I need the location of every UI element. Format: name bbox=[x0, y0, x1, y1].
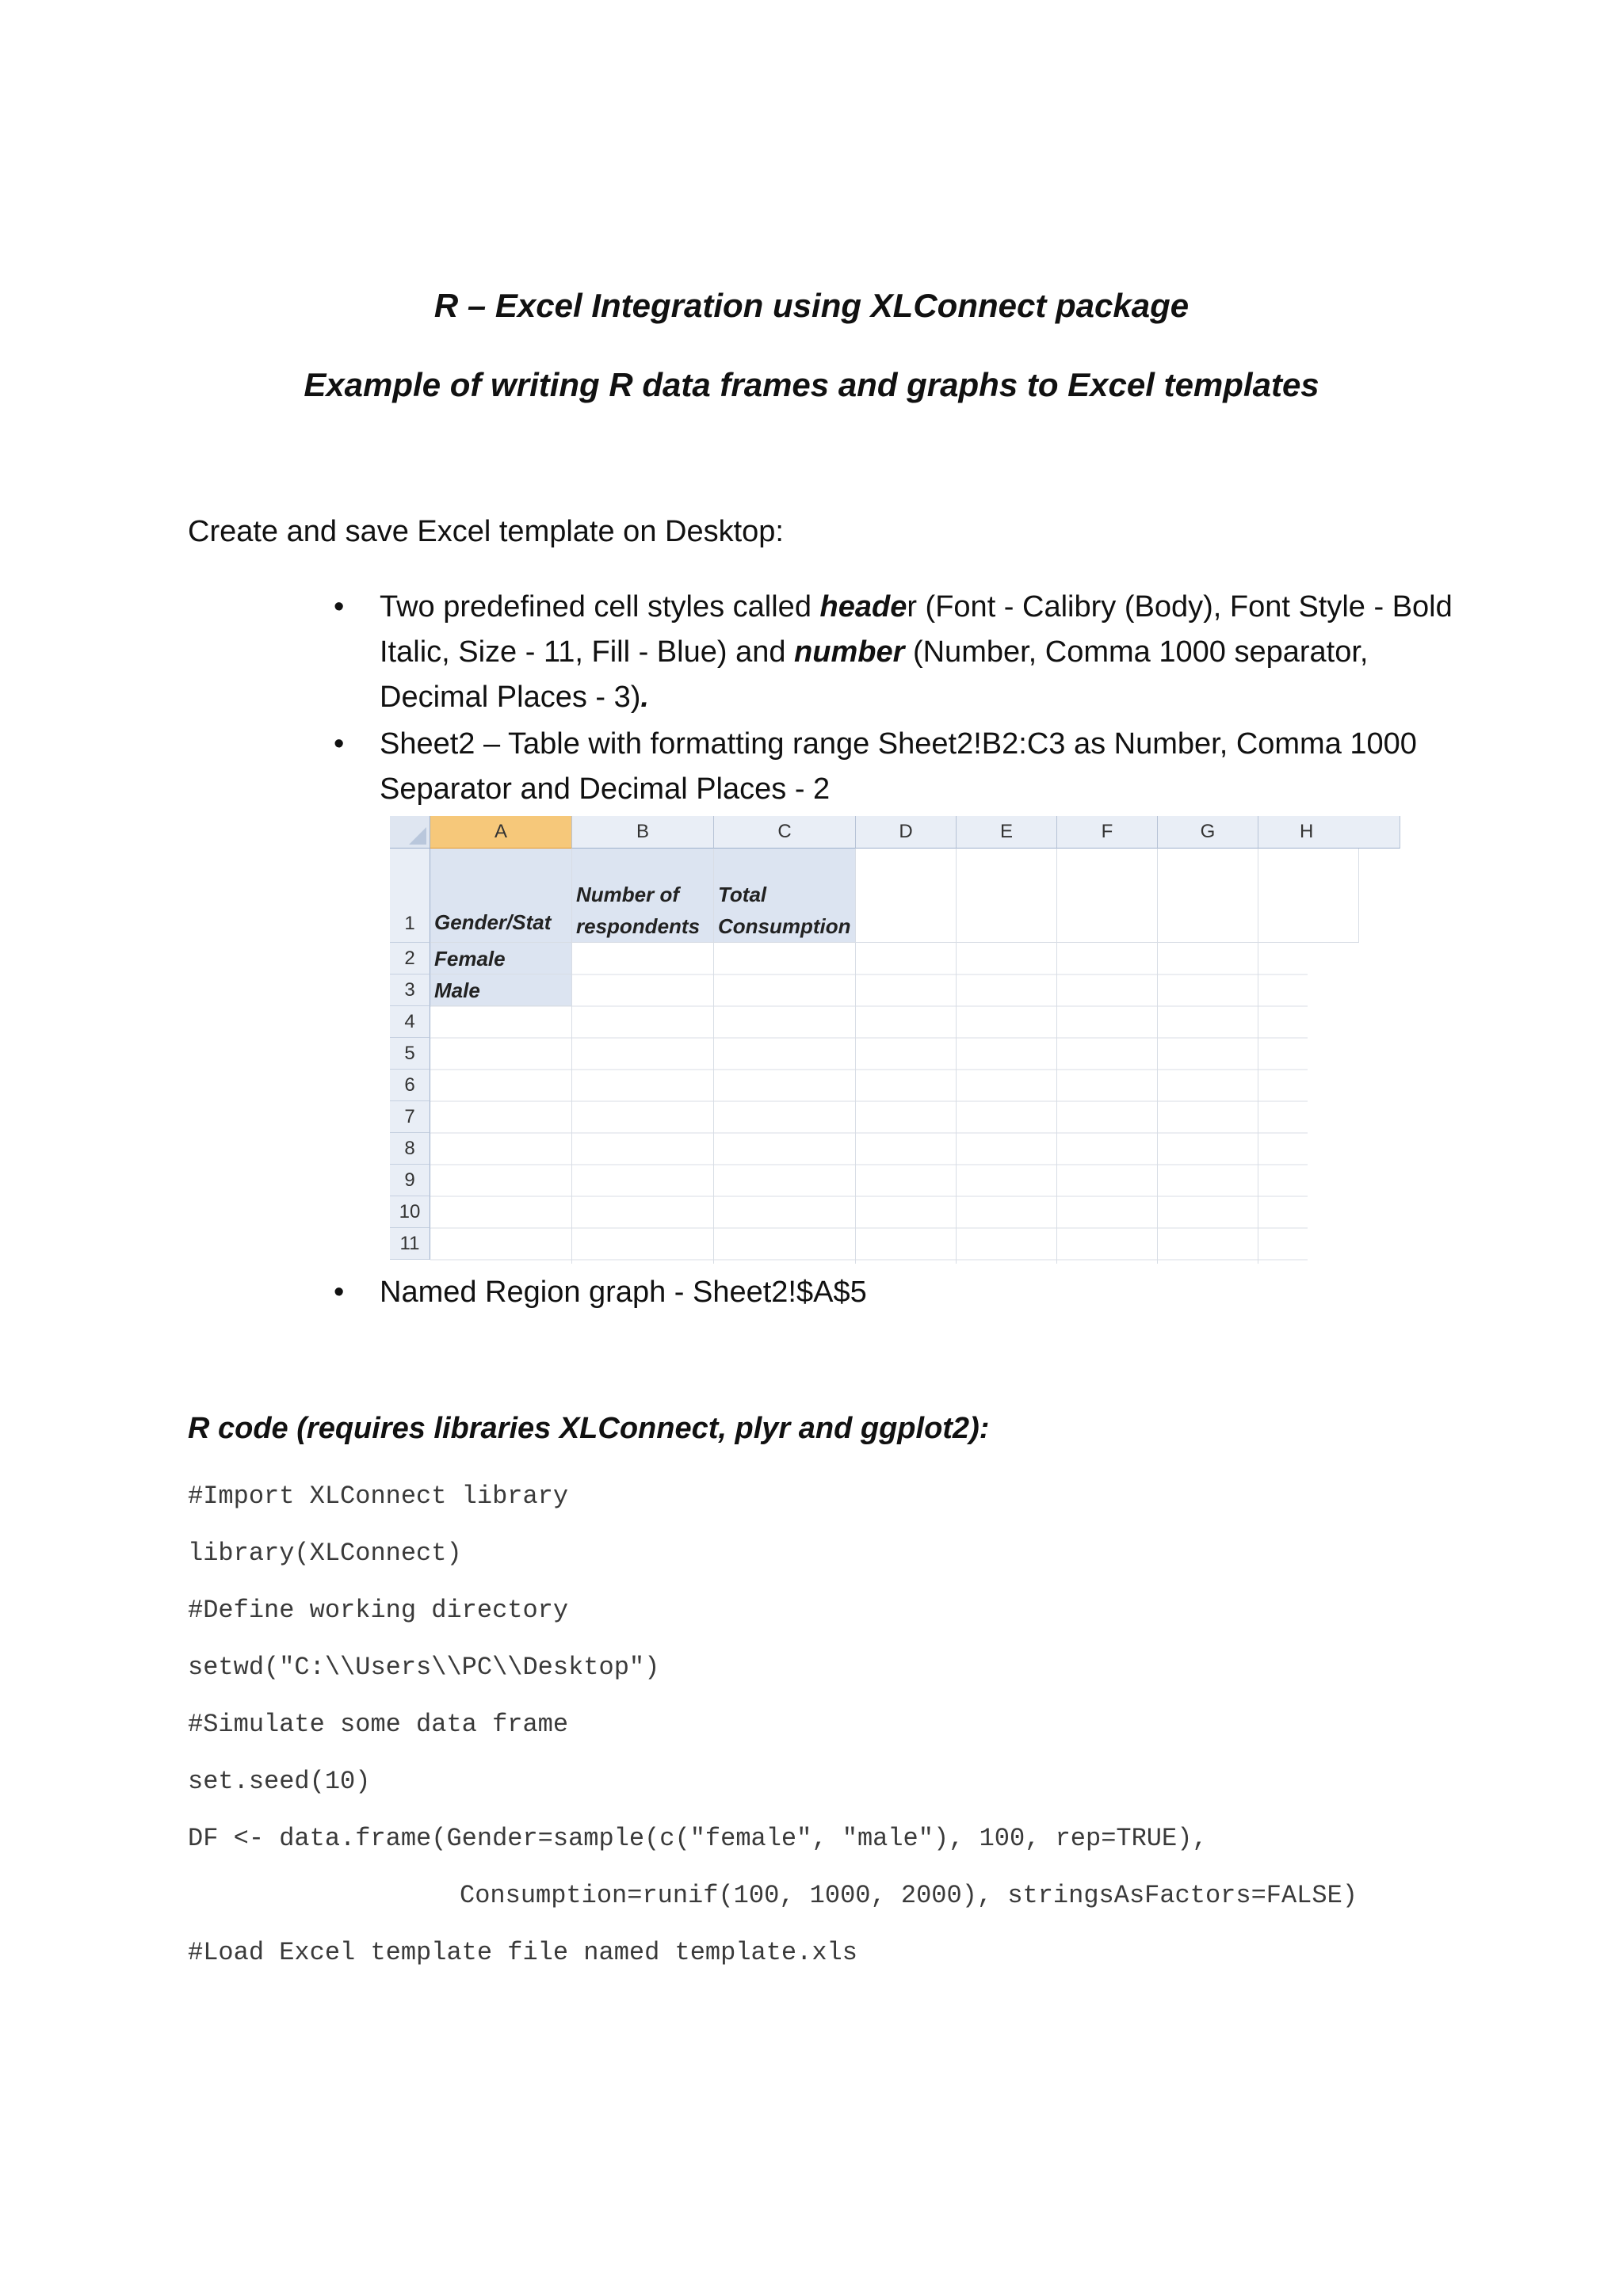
code-line-9: #Load Excel template file named template.xls bbox=[188, 1938, 857, 1967]
cell-a2: Female bbox=[430, 943, 572, 974]
intro-paragraph: Create and save Excel template on Desktop: bbox=[188, 515, 784, 548]
row-header-8: 8 bbox=[390, 1133, 430, 1165]
cell-a1: Gender/Stat bbox=[430, 849, 572, 943]
code-line-1: #Import XLConnect library bbox=[188, 1482, 569, 1511]
column-header-f: F bbox=[1057, 816, 1158, 849]
spreadsheet-screenshot bbox=[390, 816, 1314, 1264]
row-header-10: 10 bbox=[390, 1196, 430, 1228]
row-header-6: 6 bbox=[390, 1070, 430, 1101]
cell-b1: Number of respondents bbox=[572, 849, 714, 943]
column-header-h: H bbox=[1258, 816, 1400, 849]
code-line-3: #Define working directory bbox=[188, 1596, 569, 1625]
column-header-c: C bbox=[714, 816, 856, 849]
row-header-11: 11 bbox=[390, 1228, 430, 1260]
bullet-icon: • bbox=[334, 727, 345, 761]
code-line-8: Consumption=runif(100, 1000, 2000), stringsAsFactors=FALSE) bbox=[460, 1881, 1358, 1910]
column-header-e: E bbox=[957, 816, 1057, 849]
row-header-2: 2 bbox=[390, 943, 430, 974]
r-code-heading: R code (requires libraries XLConnect, plyr and ggplot2): bbox=[188, 1412, 990, 1445]
column-header-b: B bbox=[572, 816, 714, 849]
document-subtitle: Example of writing R data frames and graphs to Excel templates bbox=[304, 366, 1319, 403]
code-line-4: setwd("C:\\Users\\PC\\Desktop") bbox=[188, 1653, 660, 1682]
code-line-7: DF <- data.frame(Gender=sample(c("female", "male"), 100, rep=TRUE), bbox=[188, 1824, 1208, 1853]
sheet-grid bbox=[390, 816, 1308, 1264]
column-header-d: D bbox=[856, 816, 957, 849]
bullet-icon: • bbox=[334, 590, 345, 624]
cell-a3: Male bbox=[430, 974, 572, 1006]
row-header-3: 3 bbox=[390, 974, 430, 1006]
row-header-1: 1 bbox=[390, 849, 430, 943]
column-header-g: G bbox=[1158, 816, 1258, 849]
row-header-5: 5 bbox=[390, 1038, 430, 1070]
cell-c1: Total Consumption bbox=[714, 849, 856, 943]
document-title: R – Excel Integration using XLConnect package bbox=[433, 287, 1190, 324]
bullet-text: Sheet2 – Table with formatting range Sheet2!B2:C3 as Number, Comma 1000 Separator and Decimal Places - 2 bbox=[380, 727, 1417, 806]
bullet-text: Two predefined cell styles called header (Font - Calibry (Body), Font Style - Bold Italic, Size - 11, Fill - Blue) and number (Number, Comma 1000 separator, Decimal Places - 3). bbox=[380, 590, 1453, 714]
code-line-6: set.seed(10) bbox=[188, 1767, 371, 1796]
bullet-icon: • bbox=[334, 1276, 345, 1309]
row-header-7: 7 bbox=[390, 1101, 430, 1133]
row-header-9: 9 bbox=[390, 1165, 430, 1196]
bullet-text: Named Region graph - Sheet2!$A$5 bbox=[380, 1276, 867, 1309]
column-header-a: A bbox=[430, 816, 572, 849]
code-line-2: library(XLConnect) bbox=[188, 1539, 462, 1568]
code-line-5: #Simulate some data frame bbox=[188, 1710, 569, 1739]
row-header-4: 4 bbox=[390, 1006, 430, 1038]
